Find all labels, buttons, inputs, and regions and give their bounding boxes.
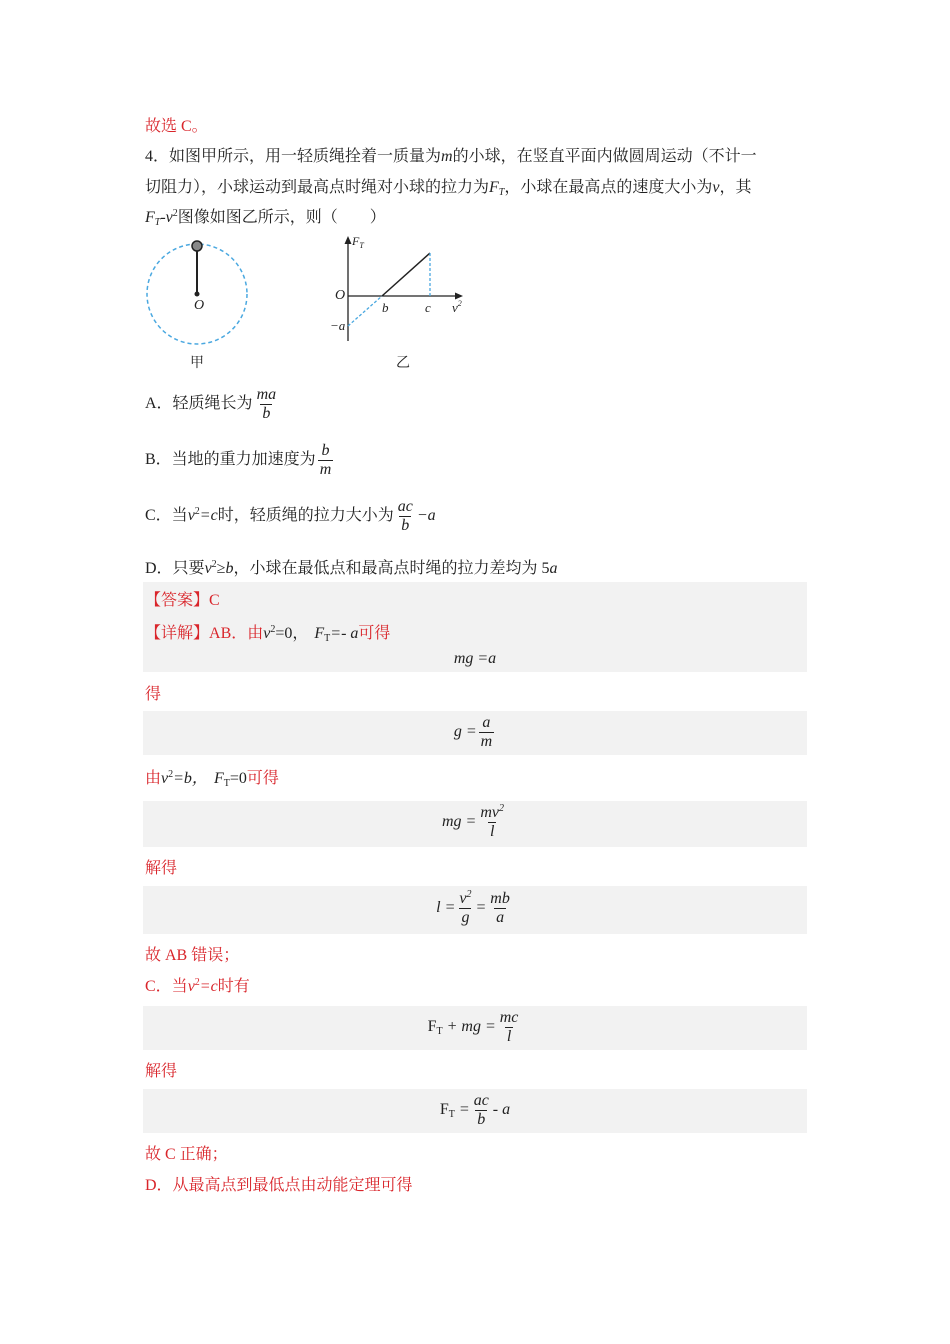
- center-label: O: [194, 298, 205, 313]
- explain-v-2: v: [161, 770, 169, 787]
- mass-symbol: m: [441, 148, 453, 165]
- eq2-fraction: [479, 714, 495, 751]
- answer-label: 【答案】: [145, 592, 210, 609]
- eq6-eq: =: [454, 1101, 470, 1119]
- explain-v: v: [263, 625, 271, 642]
- explain-kede-2: 可得: [246, 770, 279, 787]
- equation-5: [143, 1009, 807, 1046]
- question-text-3b: 图像如图乙所示，则（ ）: [177, 209, 386, 226]
- question-number: 4．: [145, 148, 170, 165]
- explain-cond2b: =b，: [173, 770, 208, 787]
- b-label: b: [382, 300, 389, 315]
- eq2-den: m: [480, 733, 493, 750]
- c-label: c: [425, 300, 431, 315]
- eq3-num: $mv^2$: [480, 803, 504, 821]
- equation-6-box: [143, 1089, 807, 1133]
- explain-ft: F: [314, 625, 325, 642]
- eq6-fraction: [472, 1092, 491, 1129]
- explain-cond2c: =0: [229, 770, 247, 787]
- c-cond: v: [187, 978, 195, 995]
- option-b-den: m: [319, 461, 332, 478]
- equation-3-box: [143, 801, 807, 847]
- eq5-num: mc: [499, 1009, 519, 1026]
- option-a-fraction: [255, 386, 279, 423]
- option-b-text: B．当地的重力加速度为: [145, 451, 316, 469]
- question-text-1a: 如图甲所示，用一轻质绳拴着一质量为: [169, 148, 442, 165]
- eq3-num-text: mv: [480, 804, 499, 821]
- eq6-tail: - a: [492, 1101, 511, 1119]
- eq3-fraction: [478, 804, 506, 841]
- eq5-ft-sub: T: [436, 1026, 443, 1038]
- option-c[interactable]: C．当$v^2=c$时，轻质绳的拉力大小为 $\frac{ac}{b}$ −a: [145, 498, 436, 534]
- question-text-2b: ，小球在最高点的速度大小为: [504, 179, 713, 196]
- option-c-mid: 时，轻质绳的拉力大小为: [217, 507, 394, 525]
- eq6-ft-sub: T: [448, 1109, 455, 1121]
- eq2-num: a: [482, 714, 491, 731]
- ft-axis-letter: F: [352, 234, 360, 248]
- equation-1: mg =a: [453, 650, 497, 667]
- de-line: 得: [145, 686, 162, 703]
- explain-you: 由: [145, 770, 162, 787]
- option-d-mid: ，小球在最低点和最高点时绳的拉力差均为 5: [233, 560, 550, 577]
- v-symbol: -v: [160, 209, 173, 226]
- ft-axis-sub: T: [359, 241, 364, 250]
- ft-axis-label: [352, 234, 364, 249]
- c-right-line: 故 C 正确；: [145, 1146, 228, 1163]
- eq6-ft: F: [439, 1101, 449, 1119]
- figure-b-caption: 乙: [396, 356, 410, 371]
- eq4-den2: a: [496, 909, 505, 926]
- question-line-1: [145, 147, 757, 167]
- option-d[interactable]: D．只要$v^2\ge b$，小球在最低点和最高点时绳的拉力差均为 5a: [145, 559, 558, 577]
- explain-ft-2: F: [213, 770, 224, 787]
- tension-subscript-2: T: [154, 217, 161, 228]
- option-d-cond: v: [204, 560, 212, 577]
- option-c-cond: v: [187, 507, 195, 525]
- v2-axis-label: $v^2$: [452, 299, 462, 315]
- option-c-cond2: =c: [199, 507, 218, 525]
- figure-a-caption: 甲: [190, 356, 204, 371]
- question-text-2c: ，其: [719, 179, 752, 196]
- option-c-fraction: [396, 498, 415, 535]
- explain-line-2: 由$v^2=b$， $F_T=0$可得: [145, 769, 279, 789]
- eq3-left: mg =: [441, 813, 477, 831]
- option-d-a: a: [549, 560, 558, 577]
- c-when: C．当: [145, 978, 188, 995]
- equation-4: [143, 890, 807, 927]
- question-text-2a: 切阻力），小球运动到最高点时绳对小球的拉力为: [145, 179, 490, 196]
- eq5-mid: + mg =: [442, 1018, 496, 1036]
- eq5-fraction: [498, 1009, 521, 1046]
- eq3-den: l: [489, 823, 495, 840]
- eq4-fraction-2: [488, 890, 512, 927]
- question-line-3: $F_T-v^2$图像如图乙所示，则（ ）: [145, 208, 386, 228]
- answer-value: C: [209, 592, 220, 609]
- eq2-left: g =: [453, 723, 477, 741]
- explain-line-1: 【详解】AB．由$v^2=0$， $F_T=-$ a可得: [145, 624, 391, 644]
- v2-axis-letter: v: [452, 300, 458, 315]
- jiede-line-2: 解得: [145, 1063, 178, 1080]
- eq4-num2: mb: [490, 890, 510, 907]
- answer-line: [145, 587, 220, 610]
- y-axis-arrow: [345, 236, 352, 244]
- option-b[interactable]: [145, 442, 335, 479]
- question-line-2: [145, 178, 752, 198]
- explain-kede: 可得: [358, 625, 391, 642]
- graph-figure: [325, 236, 475, 346]
- equation-6: [143, 1092, 807, 1129]
- explain-cond1b: =0，: [275, 625, 309, 642]
- explain-ab: AB．由: [209, 625, 264, 642]
- eq4-den1: g: [461, 909, 470, 926]
- eq4-mid: =: [475, 899, 487, 917]
- equation-2-box: [143, 711, 807, 755]
- c-you: 时有: [217, 978, 250, 995]
- d-line: D．从最高点到最低点由动能定理可得: [145, 1177, 413, 1194]
- option-a-text: A．轻质绳长为: [145, 395, 253, 413]
- eq6-den: b: [477, 1111, 486, 1128]
- question-text-1b: 的小球，在竖直平面内做圆周运动（不计一: [452, 148, 757, 165]
- ab-wrong-line: 故 AB 错误；: [145, 947, 240, 964]
- speed-symbol: v: [712, 179, 720, 196]
- option-a[interactable]: [145, 386, 280, 423]
- tension-subscript: T: [498, 187, 505, 198]
- option-c-den: b: [401, 517, 410, 534]
- eq4-fraction-1: [457, 890, 473, 927]
- explain-ft-sub-2: T: [223, 778, 230, 789]
- option-d-cond2: ≥b: [216, 560, 234, 577]
- eq4-left: l =: [436, 899, 456, 917]
- option-c-num: ac: [397, 498, 413, 515]
- c-when-line: C．当$v^2=c$时有: [145, 977, 250, 995]
- equation-2: [143, 714, 807, 751]
- option-b-num: b: [321, 442, 330, 459]
- equation-3: [143, 804, 807, 841]
- eq5-den: l: [506, 1028, 512, 1045]
- equation-4-box: [143, 886, 807, 934]
- option-d-text: D．只要: [145, 560, 205, 577]
- eq4-num1: $v^2$: [459, 889, 472, 907]
- equation-5-box: [143, 1006, 807, 1050]
- eq6-num: ac: [473, 1092, 489, 1109]
- tension-symbol: F: [489, 179, 499, 196]
- option-b-fraction: [318, 442, 334, 479]
- option-a-den: b: [262, 405, 271, 422]
- tension-symbol-2: F: [145, 209, 155, 226]
- option-a-num: ma: [256, 386, 277, 403]
- answer-box: [143, 582, 807, 672]
- neg-a-label: −a: [330, 318, 346, 333]
- ball: [192, 241, 202, 251]
- origin-label: O: [335, 288, 346, 303]
- graph-line: [382, 253, 430, 296]
- center-point: [195, 292, 200, 297]
- option-c-suffix: −a: [416, 507, 436, 525]
- option-c-text: C．当: [145, 507, 188, 525]
- explain-cond1c: =- a: [330, 625, 359, 642]
- circle-figure: [140, 236, 255, 346]
- eq5-ft: F: [427, 1018, 437, 1036]
- jiede-line: 解得: [145, 860, 178, 877]
- explain-ft-sub: T: [324, 633, 331, 644]
- eq4-num1-text: v: [459, 890, 467, 907]
- graph-line-extension: [348, 296, 382, 326]
- explain-label: 【详解】: [145, 625, 210, 642]
- c-cond2: =c: [199, 978, 218, 995]
- intro-line: 故选 C。: [145, 118, 208, 135]
